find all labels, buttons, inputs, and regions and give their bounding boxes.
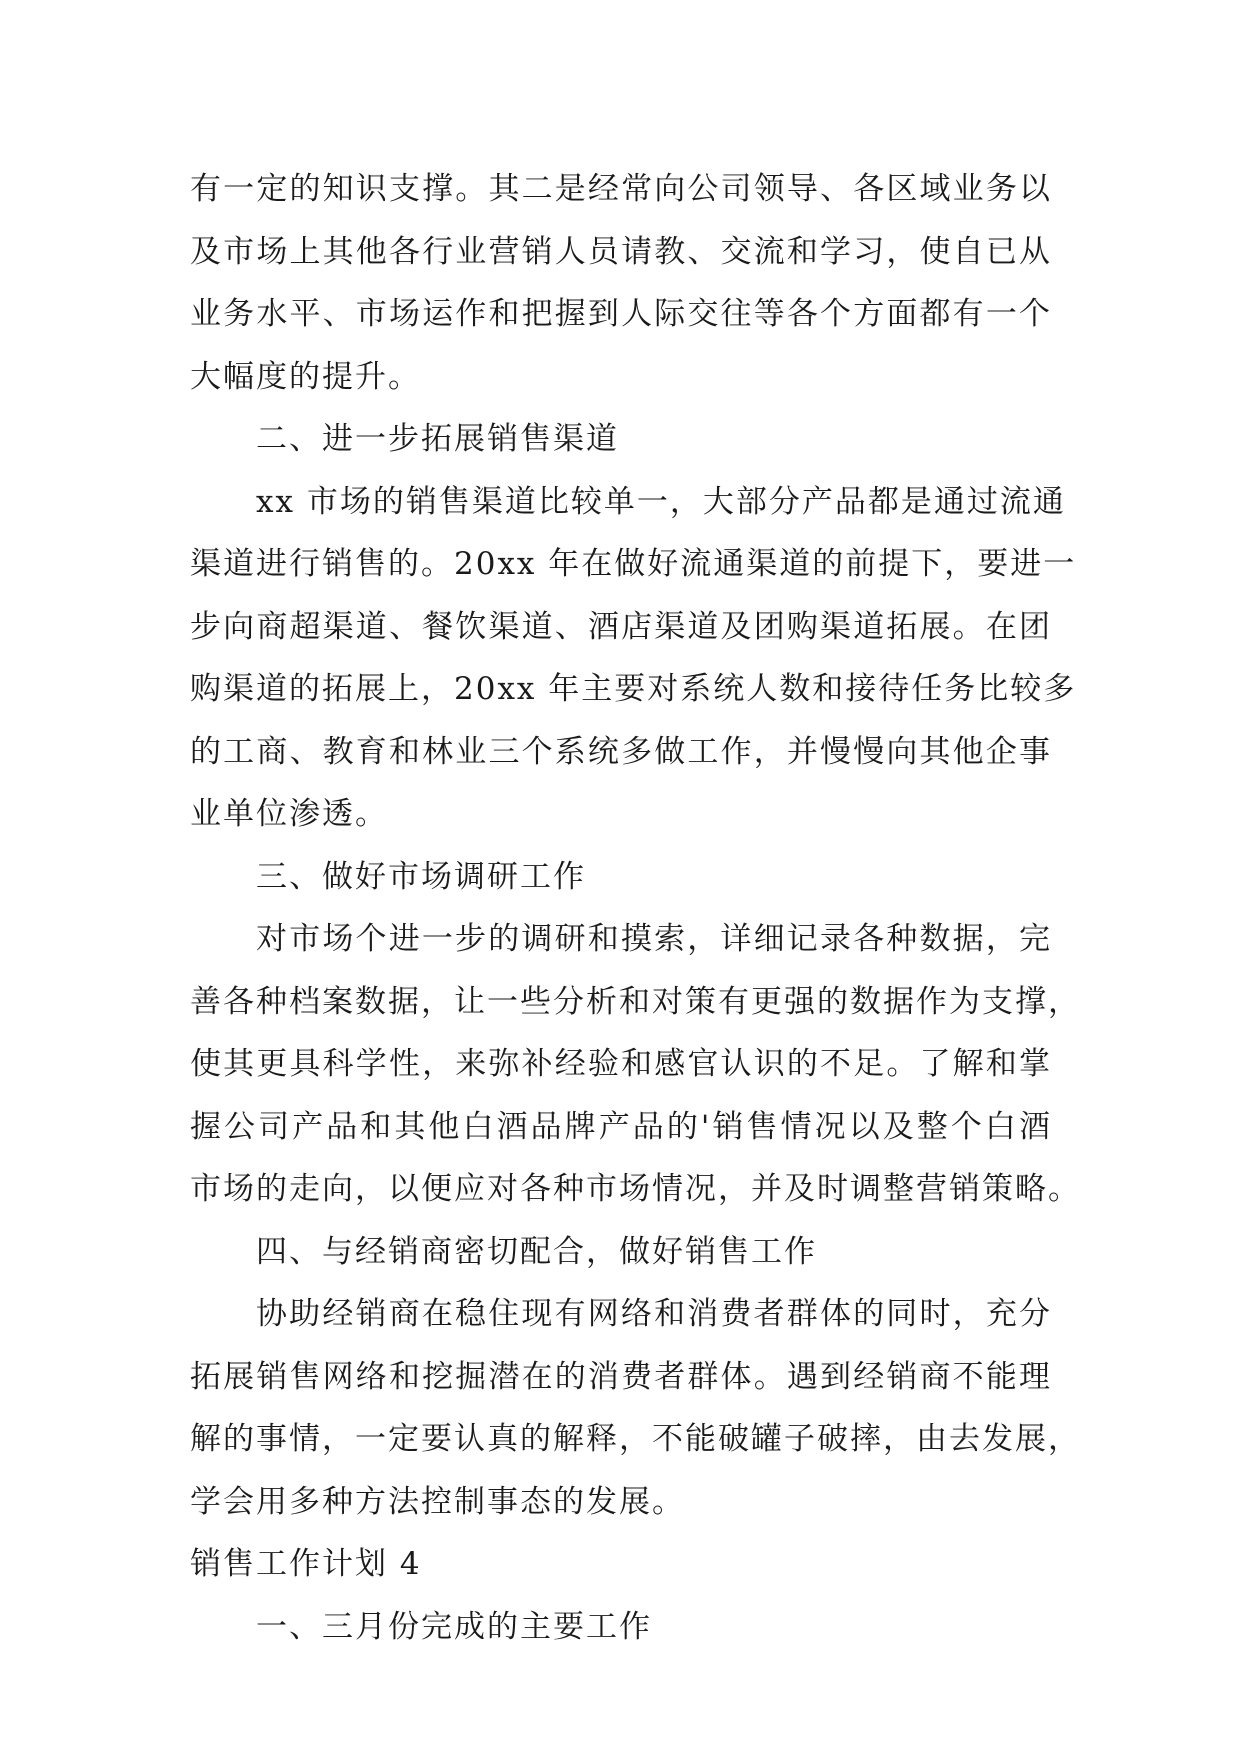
paragraph-line: 善各种档案数据，让一些分析和对策有更强的数据作为支撑，: [190, 983, 1081, 1020]
paragraph-line: 步向商超渠道、餐饮渠道、酒店渠道及团购渠道拓展。在团: [190, 608, 1052, 645]
paragraph-line: 解的事情，一定要认真的解释，不能破罐子破摔，由去发展，: [190, 1421, 1081, 1457]
paragraph-line: 握公司产品和其他白酒品牌产品的'销售情况以及整个白酒: [190, 1108, 1052, 1145]
paragraph-line: 学会用多种方法控制事态的发展。: [190, 1483, 685, 1520]
paragraph-line: 协助经销商在稳住现有网络和消费者群体的同时，充分: [256, 1296, 1052, 1332]
paragraph-line: xx 市场的销售渠道比较单一，大部分产品都是通过流通: [256, 483, 1066, 520]
paragraph-line: 对市场个进一步的调研和摸索，详细记录各种数据，完: [256, 921, 1052, 957]
paragraph-line: 及市场上其他各行业营销人员请教、交流和学习，使自已从: [190, 233, 1052, 270]
section-heading: 三、做好市场调研工作: [256, 858, 586, 895]
paragraph-line: 有一定的知识支撑。其二是经常向公司领导、各区域业务以: [190, 171, 1052, 207]
paragraph-line: 购渠道的拓展上，20xx 年主要对系统人数和接待任务比较多: [190, 671, 1077, 707]
paragraph-line: 大幅度的提升。: [190, 358, 421, 395]
paragraph-line: 拓展销售网络和挖掘潜在的消费者群体。遇到经销商不能理: [190, 1358, 1052, 1395]
paragraph-line: 业单位渗透。: [190, 796, 388, 832]
section-heading: 二、进一步拓展销售渠道: [256, 421, 619, 457]
section-heading: 四、与经销商密切配合，做好销售工作: [256, 1233, 817, 1270]
paragraph-line: 使其更具科学性，来弥补经验和感官认识的不足。了解和掌: [190, 1046, 1052, 1082]
paragraph-line: 业务水平、市场运作和把握到人际交往等各个方面都有一个: [190, 296, 1052, 332]
section-heading: 一、三月份完成的主要工作: [256, 1608, 652, 1645]
paragraph-line: 市场的走向，以便应对各种市场情况，并及时调整营销策略。: [190, 1171, 1081, 1207]
document-subtitle: 销售工作计划 4: [190, 1546, 422, 1582]
paragraph-line: 渠道进行销售的。20xx 年在做好流通渠道的前提下，要进一: [190, 546, 1077, 582]
paragraph-line: 的工商、教育和林业三个系统多做工作，并慢慢向其他企事: [190, 733, 1052, 770]
document-body: [190, 158, 1081, 1658]
